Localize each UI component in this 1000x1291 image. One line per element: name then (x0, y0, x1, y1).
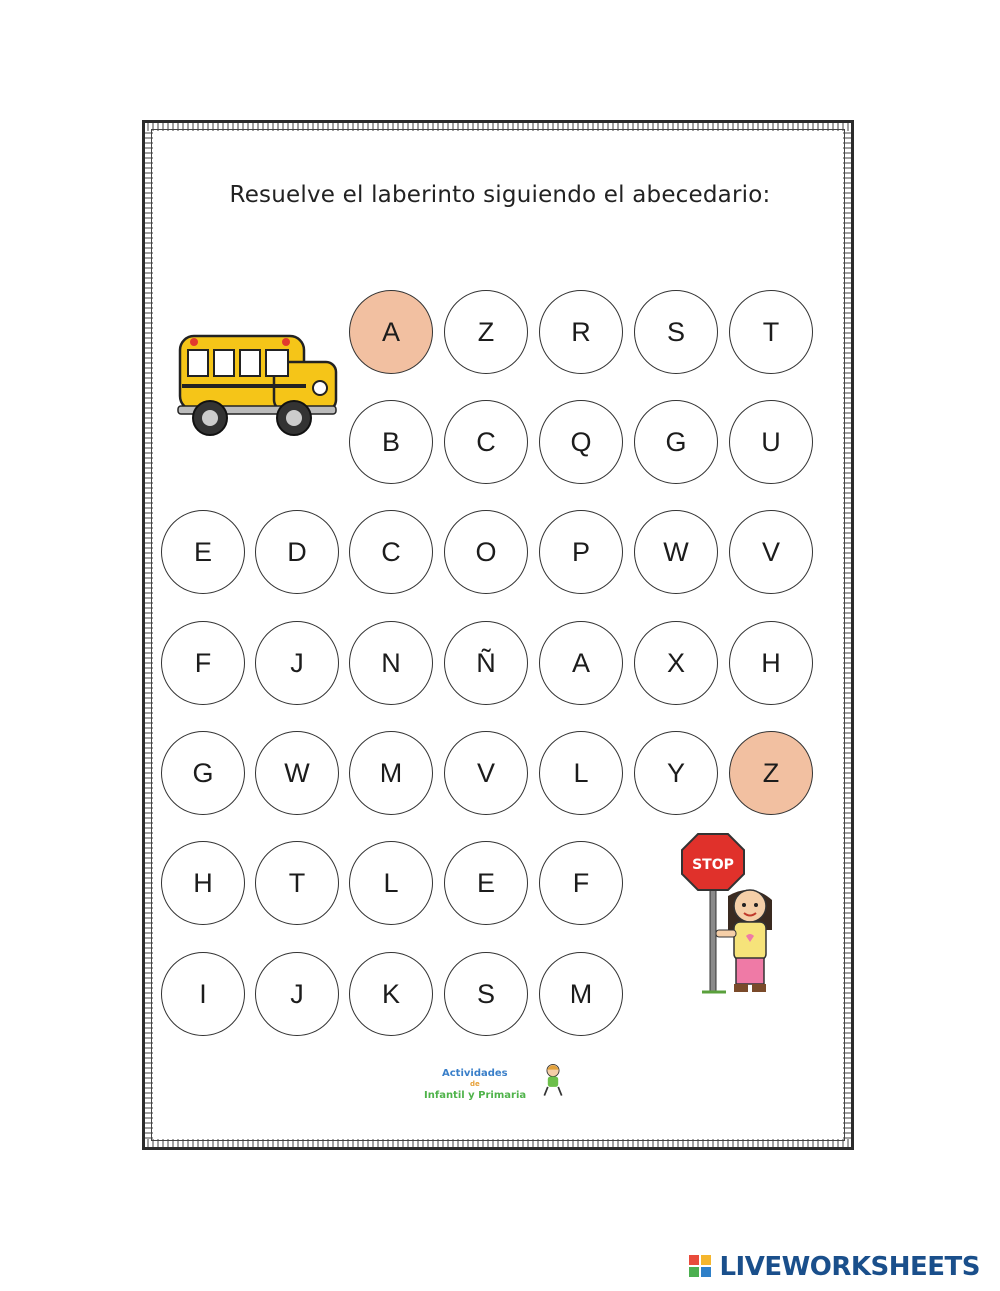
maze-bubble[interactable]: S (634, 290, 718, 374)
maze-bubble-start[interactable]: A (349, 290, 433, 374)
logo-line-2: de (470, 1080, 480, 1088)
liveworksheets-logo-icon (689, 1255, 713, 1279)
maze-bubble[interactable]: T (729, 290, 813, 374)
maze-bubble[interactable]: J (255, 621, 339, 705)
maze-bubble[interactable]: W (634, 510, 718, 594)
activities-logo (424, 1060, 576, 1122)
maze-bubble[interactable]: F (539, 841, 623, 925)
stop-sign-text: STOP (692, 857, 734, 873)
maze-bubble[interactable]: S (444, 952, 528, 1036)
maze-bubble[interactable]: L (349, 841, 433, 925)
maze-bubble[interactable]: C (349, 510, 433, 594)
girl-stop-sign-icon (676, 830, 786, 1000)
maze-bubble[interactable]: K (349, 952, 433, 1036)
maze-bubble[interactable]: G (161, 731, 245, 815)
liveworksheets-brand (689, 1252, 980, 1282)
maze-bubble[interactable]: X (634, 621, 718, 705)
maze-bubble[interactable]: J (255, 952, 339, 1036)
maze-bubble[interactable]: I (161, 952, 245, 1036)
logo-line-1: Actividades (442, 1068, 508, 1079)
maze-bubble[interactable]: C (444, 400, 528, 484)
maze-bubble[interactable]: B (349, 400, 433, 484)
maze-bubble[interactable]: N (349, 621, 433, 705)
maze-bubble[interactable]: T (255, 841, 339, 925)
maze-bubble[interactable]: F (161, 621, 245, 705)
brand-name: LIVEWORKSHEETS (719, 1252, 980, 1282)
maze-bubble[interactable]: U (729, 400, 813, 484)
maze-bubble[interactable]: Q (539, 400, 623, 484)
maze-bubble[interactable]: V (729, 510, 813, 594)
maze-bubble[interactable]: E (444, 841, 528, 925)
maze-bubble[interactable]: A (539, 621, 623, 705)
maze-bubble[interactable]: Z (444, 290, 528, 374)
maze-bubble[interactable]: H (161, 841, 245, 925)
maze-bubble[interactable]: E (161, 510, 245, 594)
maze-bubble[interactable]: W (255, 731, 339, 815)
maze-bubble[interactable]: P (539, 510, 623, 594)
maze-bubble[interactable]: V (444, 731, 528, 815)
maze-bubble[interactable]: M (539, 952, 623, 1036)
maze-bubble[interactable]: G (634, 400, 718, 484)
kid-mascot-icon (540, 1062, 566, 1098)
logo-line-3: Infantil y Primaria (424, 1090, 527, 1101)
worksheet-title: Resuelve el laberinto siguiendo el abecedario: (229, 182, 771, 208)
maze-bubble[interactable]: R (539, 290, 623, 374)
maze-bubble[interactable]: O (444, 510, 528, 594)
maze-bubble-end[interactable]: Z (729, 731, 813, 815)
maze-bubble[interactable]: L (539, 731, 623, 815)
maze-bubble[interactable]: H (729, 621, 813, 705)
maze-bubble[interactable]: Y (634, 731, 718, 815)
maze-bubble[interactable]: Ñ (444, 621, 528, 705)
maze-bubble[interactable]: D (255, 510, 339, 594)
maze-bubble[interactable]: M (349, 731, 433, 815)
